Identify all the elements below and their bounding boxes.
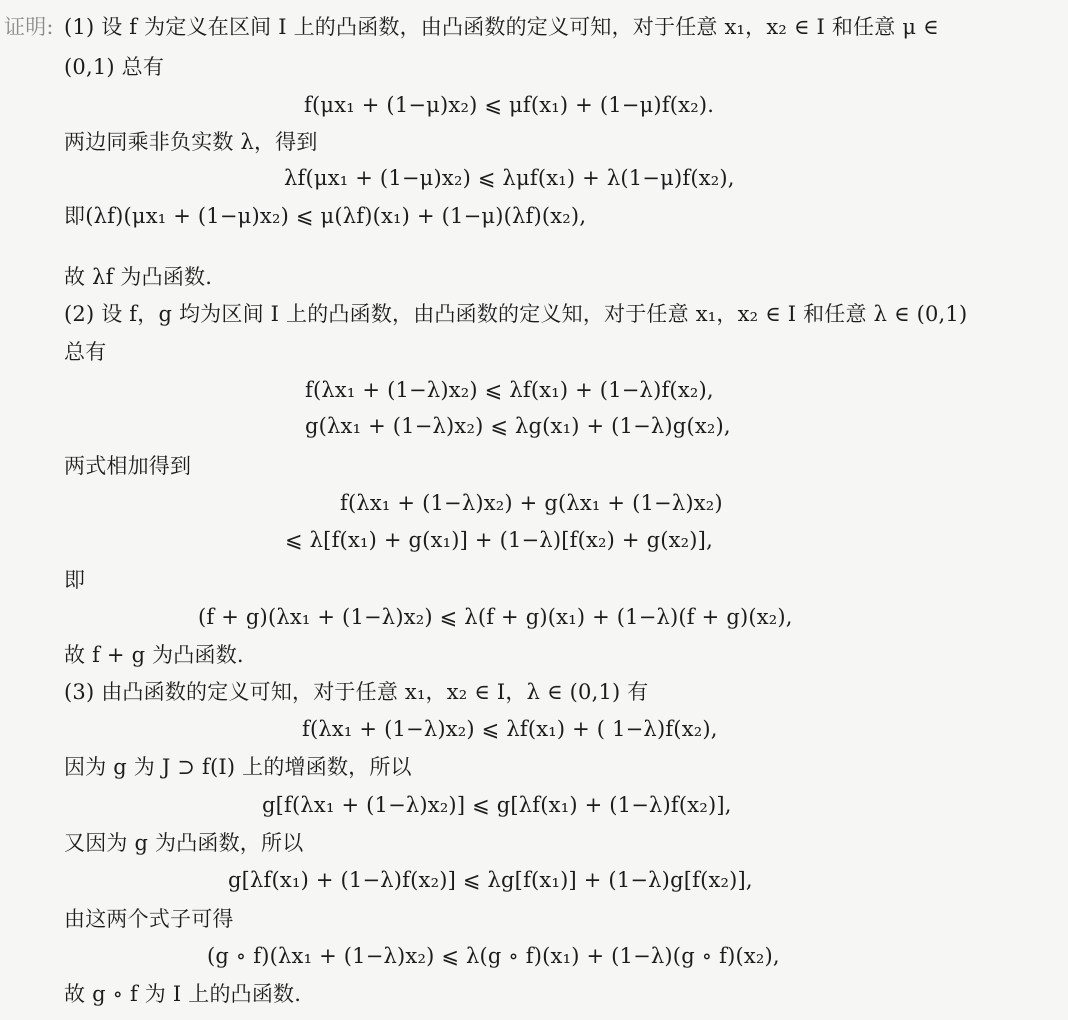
text-line: 故 g ∘ f 为 I 上的凸函数. — [64, 982, 302, 1006]
equation: f(λx₁ + (1−λ)x₂) ⩽ λf(x₁) + (1−λ)f(x₂), — [305, 378, 714, 402]
equation: f(λx₁ + (1−λ)x₂) ⩽ λf(x₁) + ( 1−λ)f(x₂), — [302, 717, 718, 741]
equation: (g ∘ f)(λx₁ + (1−λ)x₂) ⩽ λ(g ∘ f)(x₁) + (1−λ)(g ∘ f)(x₂), — [207, 944, 780, 968]
text-line: 又因为 g 为凸函数，所以 — [64, 831, 304, 855]
text-line: 因为 g 为 J ⊃ f(I) 上的增函数，所以 — [64, 755, 412, 779]
text-line: (3) 由凸函数的定义可知，对于任意 x₁，x₂ ∈ I，λ ∈ (0,1) 有 — [64, 680, 649, 704]
equation: g[f(λx₁ + (1−λ)x₂)] ⩽ g[λf(x₁) + (1−λ)f(x₂)], — [262, 793, 732, 817]
equation: f(λx₁ + (1−λ)x₂) + g(λx₁ + (1−λ)x₂) — [340, 491, 723, 515]
text-line: 故 λf 为凸函数. — [64, 265, 213, 289]
equation: g(λx₁ + (1−λ)x₂) ⩽ λg(x₁) + (1−λ)g(x₂), — [305, 414, 731, 438]
equation: ⩽ λ[f(x₁) + g(x₁)] + (1−λ)[f(x₂) + g(x₂)], — [285, 528, 713, 552]
text-line: 两式相加得到 — [64, 454, 192, 478]
proof-label: 证明: — [4, 15, 54, 39]
text-line: (2) 设 f，g 均为区间 I 上的凸函数，由凸函数的定义知，对于任意 x₁，x₂ ∈ I 和任意 λ ∈ (0,1) — [64, 302, 968, 326]
text-line: 总有 — [64, 340, 107, 364]
text-line: (0,1) 总有 — [64, 55, 165, 79]
equation: g[λf(x₁) + (1−λ)f(x₂)] ⩽ λg[f(x₁)] + (1−λ)g[f(x₂)], — [228, 868, 753, 892]
text-line: 即(λf)(μx₁ + (1−μ)x₂) ⩽ μ(λf)(x₁) + (1−μ)(λf)(x₂), — [64, 204, 587, 228]
text-line: 两边同乘非负实数 λ，得到 — [64, 130, 318, 154]
text-line: (1) 设 f 为定义在区间 I 上的凸函数，由凸函数的定义可知，对于任意 x₁，x₂ ∈ I 和任意 μ ∈ — [64, 15, 939, 39]
text-line: 即 — [64, 568, 86, 592]
text-line: 由这两个式子可得 — [64, 907, 234, 931]
text-line: 故 f + g 为凸函数. — [64, 643, 244, 667]
equation: (f + g)(λx₁ + (1−λ)x₂) ⩽ λ(f + g)(x₁) + (1−λ)(f + g)(x₂), — [198, 605, 793, 629]
equation: λf(μx₁ + (1−μ)x₂) ⩽ λμf(x₁) + λ(1−μ)f(x₂), — [284, 166, 735, 190]
equation: f(μx₁ + (1−μ)x₂) ⩽ μf(x₁) + (1−μ)f(x₂). — [304, 93, 715, 117]
